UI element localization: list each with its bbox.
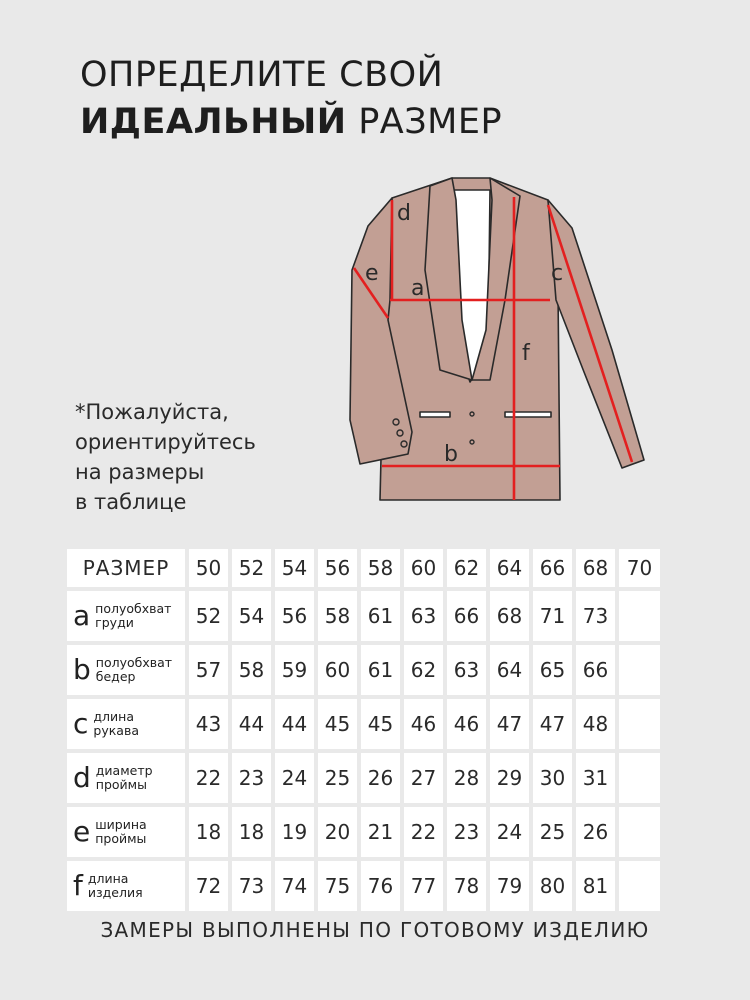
size-col: 54 (275, 549, 314, 587)
table-cell: 62 (404, 645, 443, 695)
table-cell: 27 (404, 753, 443, 803)
table-row (67, 699, 660, 749)
size-col: 58 (361, 549, 400, 587)
title-bold-word: ИДЕАЛЬНЫЙ (80, 102, 347, 142)
row-description (95, 818, 146, 846)
table-cell (619, 591, 660, 641)
row-letter: e (73, 815, 91, 848)
table-cell: 74 (275, 861, 314, 911)
table-cell: 59 (275, 645, 314, 695)
table-cell: 46 (447, 699, 486, 749)
size-col: 68 (576, 549, 615, 587)
table-cell: 25 (318, 753, 357, 803)
jacket-right-sleeve (548, 200, 644, 468)
size-col: 64 (490, 549, 529, 587)
table-cell: 30 (533, 753, 572, 803)
desc-line: груди (95, 615, 134, 630)
table-cell: 23 (447, 807, 486, 857)
table-cell: 64 (490, 645, 529, 695)
table-cell: 28 (447, 753, 486, 803)
size-header-label: РАЗМЕР (67, 549, 185, 587)
table-cell: 80 (533, 861, 572, 911)
left-pocket (420, 412, 450, 417)
title-line-1: ОПРЕДЕЛИТЕ СВОЙ (80, 55, 444, 95)
table-cell (619, 753, 660, 803)
row-description (93, 710, 139, 738)
table-cell: 47 (490, 699, 529, 749)
table-cell: 71 (533, 591, 572, 641)
row-label (67, 699, 185, 749)
table-cell: 72 (189, 861, 228, 911)
desc-line: бедер (95, 669, 136, 684)
table-cell: 61 (361, 591, 400, 641)
desc-line: изделия (87, 885, 143, 900)
table-cell: 52 (189, 591, 228, 641)
desc-line: длина (87, 871, 129, 886)
size-col: 70 (619, 549, 660, 587)
table-cell: 54 (232, 591, 271, 641)
table-cell: 58 (232, 645, 271, 695)
row-letter: c (73, 707, 89, 740)
table-cell: 26 (361, 753, 400, 803)
table-cell: 44 (275, 699, 314, 749)
size-header-row (67, 549, 660, 587)
table-cell: 45 (361, 699, 400, 749)
table-cell: 75 (318, 861, 357, 911)
table-cell: 24 (275, 753, 314, 803)
table-cell: 60 (318, 645, 357, 695)
table-cell: 68 (490, 591, 529, 641)
table-cell: 77 (404, 861, 443, 911)
desc-line: рукава (93, 723, 139, 738)
table-cell (619, 861, 660, 911)
table-cell: 26 (576, 807, 615, 857)
size-col: 66 (533, 549, 572, 587)
table-cell (619, 807, 660, 857)
table-cell: 63 (447, 645, 486, 695)
table-cell (619, 699, 660, 749)
size-col: 56 (318, 549, 357, 587)
table-cell: 46 (404, 699, 443, 749)
table-cell: 45 (318, 699, 357, 749)
row-description (96, 764, 153, 792)
table-cell: 73 (232, 861, 271, 911)
size-col: 52 (232, 549, 271, 587)
diagram-label-b: b (444, 442, 458, 467)
desc-line: ширина (95, 817, 147, 832)
table-cell: 78 (447, 861, 486, 911)
table-cell: 23 (232, 753, 271, 803)
table-row (67, 591, 660, 641)
title-rest-word: РАЗМЕР (346, 102, 503, 142)
row-description (96, 656, 172, 684)
table-cell: 76 (361, 861, 400, 911)
table-cell: 81 (576, 861, 615, 911)
table-cell: 20 (318, 807, 357, 857)
table-cell: 19 (275, 807, 314, 857)
diagram-label-c: c (551, 261, 564, 286)
diagram-label-d: d (397, 201, 411, 226)
table-cell: 44 (232, 699, 271, 749)
table-cell: 29 (490, 753, 529, 803)
table-cell: 18 (189, 807, 228, 857)
row-label (67, 591, 185, 641)
desc-line: длина (93, 709, 134, 724)
note-line-2: ориентируйтесь (75, 430, 256, 454)
jacket-measurement-diagram (345, 168, 675, 508)
row-letter: f (73, 869, 83, 902)
note-line-4: в таблице (75, 490, 187, 514)
table-cell: 18 (232, 807, 271, 857)
table-cell: 57 (189, 645, 228, 695)
title-line-2 (80, 99, 502, 146)
row-label (67, 807, 185, 857)
table-cell: 66 (447, 591, 486, 641)
table-row (67, 645, 660, 695)
table-cell: 65 (533, 645, 572, 695)
diagram-label-f: f (522, 341, 530, 366)
row-letter: b (73, 653, 91, 686)
table-cell: 24 (490, 807, 529, 857)
note-line-3: на размеры (75, 460, 205, 484)
row-description (95, 602, 171, 630)
desc-line: проймы (95, 777, 147, 792)
table-cell: 25 (533, 807, 572, 857)
table-cell: 73 (576, 591, 615, 641)
row-label (67, 753, 185, 803)
desc-line: проймы (95, 831, 147, 846)
size-col: 62 (447, 549, 486, 587)
right-pocket (505, 412, 551, 417)
table-row (67, 807, 660, 857)
row-label (67, 645, 185, 695)
desc-line: диаметр (95, 763, 153, 778)
row-description (88, 872, 143, 900)
measure-line-c (548, 205, 632, 462)
size-col: 50 (189, 549, 228, 587)
diagram-label-a: a (411, 276, 425, 301)
row-letter: a (73, 599, 91, 632)
size-col: 60 (404, 549, 443, 587)
diagram-label-e: e (365, 261, 379, 286)
desc-line: полуобхват (95, 655, 173, 670)
table-row (67, 861, 660, 911)
size-note (75, 397, 256, 517)
table-cell: 31 (576, 753, 615, 803)
page-title (80, 52, 502, 146)
table-cell: 22 (404, 807, 443, 857)
table-cell: 47 (533, 699, 572, 749)
table-cell: 79 (490, 861, 529, 911)
table-cell: 22 (189, 753, 228, 803)
table-cell: 63 (404, 591, 443, 641)
table-cell: 61 (361, 645, 400, 695)
table-cell: 58 (318, 591, 357, 641)
note-line-1: *Пожалуйста, (75, 400, 229, 424)
table-cell: 48 (576, 699, 615, 749)
table-cell: 21 (361, 807, 400, 857)
table-row (67, 753, 660, 803)
footer-note: ЗАМЕРЫ ВЫПОЛНЕНЫ ПО ГОТОВОМУ ИЗДЕЛИЮ (100, 918, 650, 942)
table-cell (619, 645, 660, 695)
row-label (67, 861, 185, 911)
desc-line: полуобхват (95, 601, 172, 616)
table-cell: 66 (576, 645, 615, 695)
row-letter: d (73, 761, 91, 794)
table-cell: 56 (275, 591, 314, 641)
size-table (63, 545, 664, 915)
table-cell: 43 (189, 699, 228, 749)
